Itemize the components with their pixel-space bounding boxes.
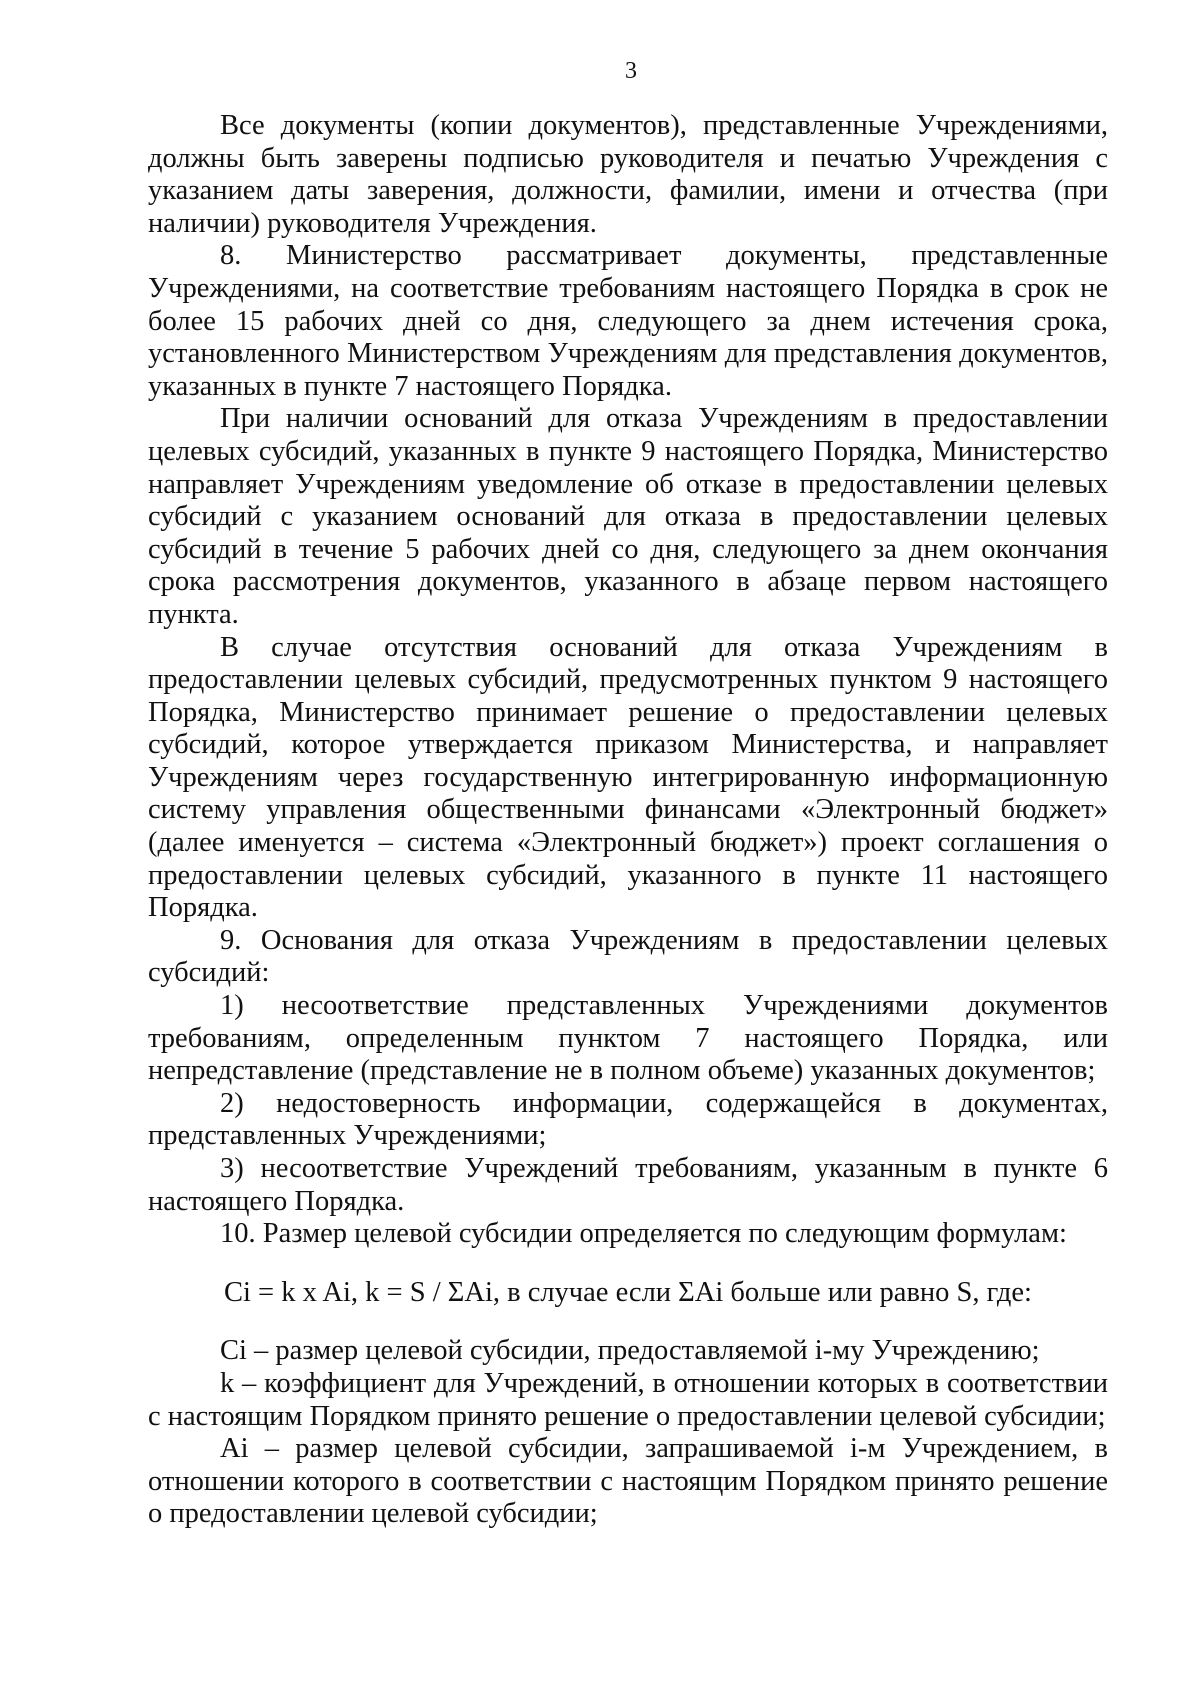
definition-k: k – коэффициент для Учреждений, в отношении которых в соответствии с настоящим Порядком принято решение о предоставлении целевой субсидии; bbox=[148, 1367, 1108, 1432]
paragraph-refusal-notice: При наличии оснований для отказа Учреждениям в предоставлении целевых субсидий, указанных в пункте 9 настоящего Порядка, Министерство направляет Учреждениям уведомление об отказе в предоставлении целевых субсидий с указанием оснований для отказа в предоставлении целевых субсидий в течение 5 рабочих дней со дня, следующего за днем окончания срока рассмотрения документов, указанного в абзаце первом настоящего пункта. bbox=[148, 403, 1108, 630]
subsidy-formula: Ci = k x Ai, k = S / ΣAi, в случае если ΣAi больше или равно S, где: bbox=[224, 1276, 1032, 1308]
paragraph-no-refusal-decision: В случае отсутствия оснований для отказа Учреждениям в предоставлении целевых субсидий, предусмотренных пунктом 9 настоящего Порядка, Министерство принимает решение о предоставлении целевых субсидий, которое утверждается приказом Министерства, и направляет Учреждениям через государственную интегрированную информационную систему управления общественными финансами «Электронный бюджет» (далее именуется – система «Электронный бюджет») проект соглашения о предоставлении целевых субсидий, указанного в пункте 11 настоящего Порядка. bbox=[148, 631, 1108, 924]
paragraph-item-9-1: 1) несоответствие представленных Учреждениями документов требованиям, определенным пунктом 7 настоящего Порядка, или непредставление (представление не в полном объеме) указанных документов; bbox=[148, 990, 1108, 1087]
page-number: 3 bbox=[625, 58, 637, 84]
definition-ai: Ai – размер целевой субсидии, запрашиваемой i-м Учреждением, в отношении которого в соответствии с настоящим Порядком принято решение о предоставлении целевой субсидии; bbox=[148, 1433, 1108, 1530]
paragraph-item-10: 10. Размер целевой субсидии определяется по следующим формулам: bbox=[220, 1218, 1067, 1250]
paragraph-item-9: 9. Основания для отказа Учреждениям в предоставлении целевых субсидий: bbox=[148, 924, 1108, 989]
paragraph-item-9-3: 3) несоответствие Учреждений требованиям, указанным в пункте 6 настоящего Порядка. bbox=[148, 1153, 1108, 1217]
paragraph-documents-certification: Все документы (копии документов), представленные Учреждениями, должны быть заверены подписью руководителя и печатью Учреждения с указанием даты заверения, должности, фамилии, имени и отчества (при наличии) руководителя Учреждения. bbox=[148, 110, 1108, 239]
document-body bbox=[148, 110, 1108, 1531]
definition-ci: Ci – размер целевой субсидии, предоставляемой i-му Учреждению; bbox=[220, 1335, 1040, 1367]
paragraph-item-8: 8. Министерство рассматривает документы, представленные Учреждениями, на соответствие требованиям настоящего Порядка в срок не более 15 рабочих дней со дня, следующего за днем истечения срока, установленного Министерством Учреждениям для представления документов, указанных в пункте 7 настоящего Порядка. bbox=[148, 240, 1108, 402]
paragraph-item-9-2: 2) недостоверность информации, содержащейся в документах, представленных Учреждениями; bbox=[148, 1087, 1108, 1152]
